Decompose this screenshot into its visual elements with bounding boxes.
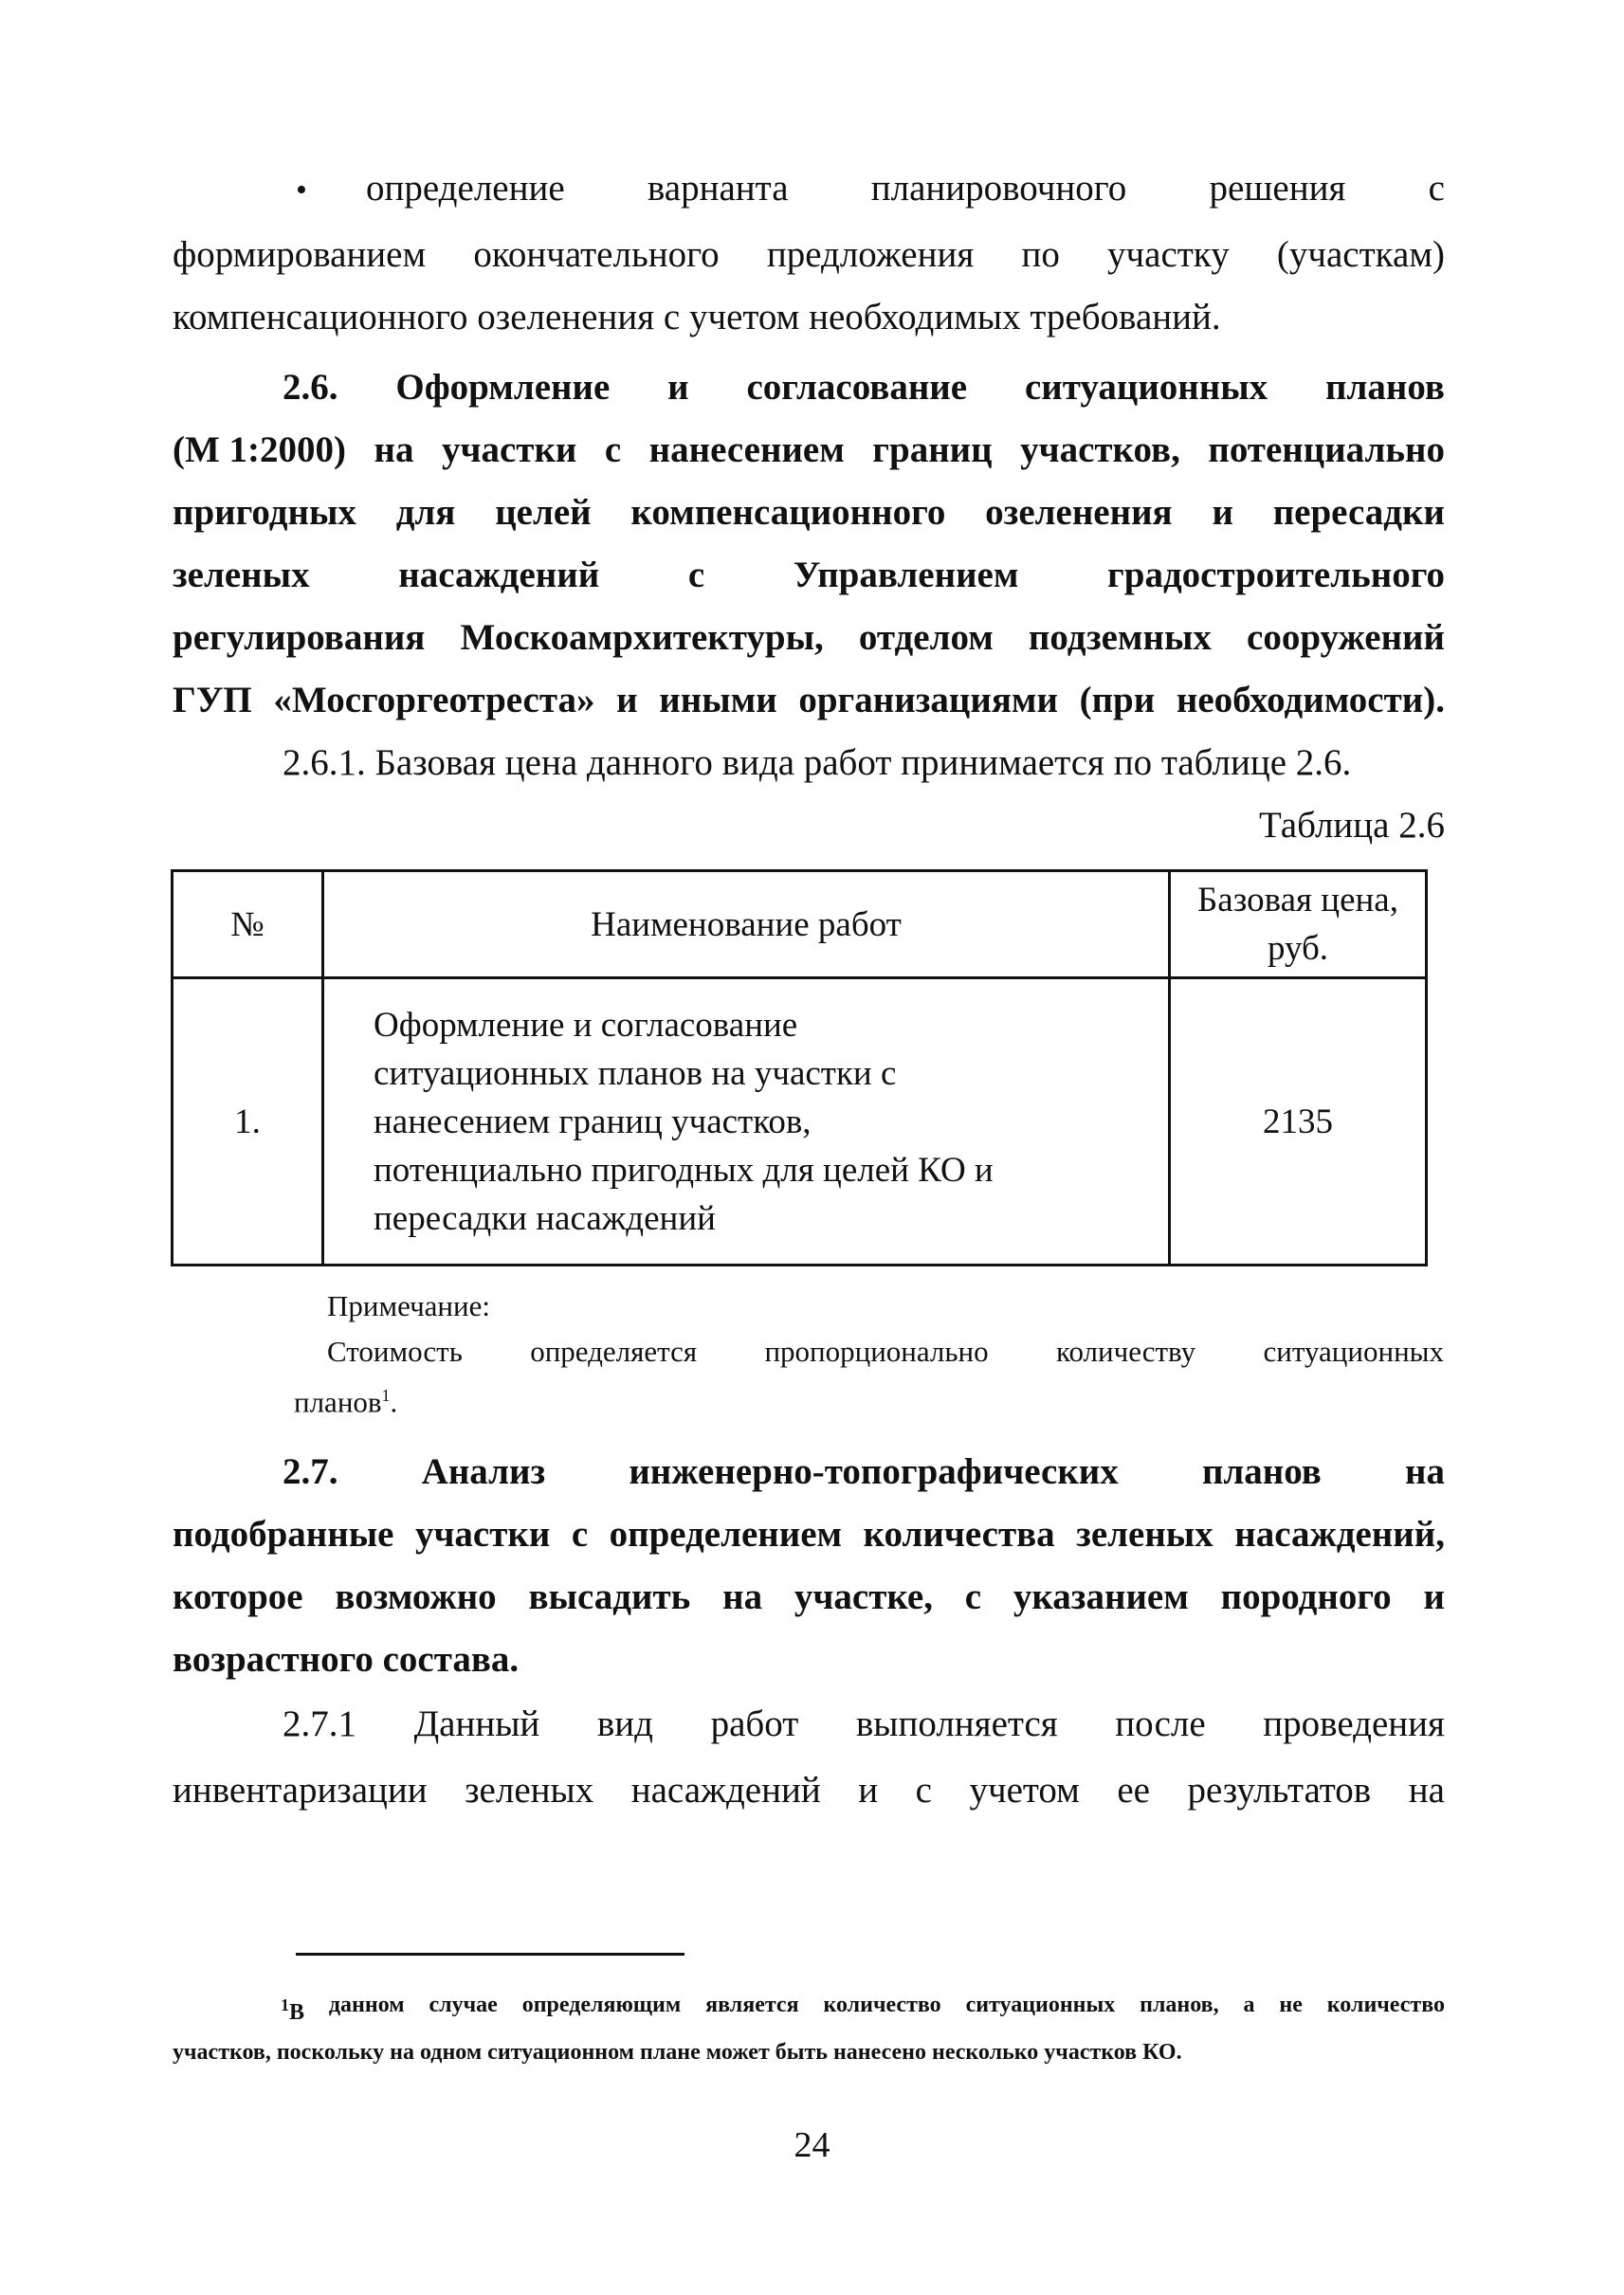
note-period: . [390, 1385, 398, 1419]
word: градостроительного [1107, 555, 1445, 595]
word: с [571, 1514, 589, 1555]
word: согласование [746, 367, 968, 408]
word: проведения [1263, 1703, 1445, 1744]
cell-name-line: нанесением границ участков, [374, 1102, 812, 1141]
word: ее [1117, 1770, 1150, 1811]
word: высадить [528, 1576, 691, 1617]
word: Москоамрхитектуры, [460, 617, 824, 658]
word: компенсационного [630, 492, 946, 533]
word: Анализ [421, 1451, 546, 1492]
word: и [858, 1770, 879, 1811]
word: и [667, 367, 689, 408]
word: количеству [1055, 1335, 1196, 1368]
section-2-6-heading-line-6 [173, 679, 1445, 722]
word: и [616, 680, 638, 720]
word: с [1428, 168, 1445, 209]
footnote-ref: 1 [381, 1386, 391, 1405]
bullet-line-1 [366, 167, 1445, 210]
header-price-line-1: Базовая цена, [1197, 881, 1398, 920]
word: варнанта [647, 168, 789, 209]
word: определяется [530, 1335, 698, 1368]
word: данном [328, 1993, 405, 2017]
word: 2.7.1 [283, 1703, 356, 1744]
word [281, 1991, 304, 2027]
paragraph-2-6-1: 2.6.1. Базовая цена данного вида работ принимается по таблице 2.6. [283, 742, 1352, 783]
section-2-7-heading-line-4: возрастного состава. [173, 1639, 520, 1680]
note-line-1 [327, 1333, 1444, 1371]
word: возможно [335, 1576, 497, 1617]
word: количество [1326, 1993, 1445, 2017]
word: ситуационных [1024, 367, 1268, 408]
word: и [1423, 1576, 1445, 1617]
word: целей [495, 492, 592, 533]
price-table [171, 869, 1428, 1266]
section-2-6-heading-line-4 [173, 554, 1445, 597]
word: регулирования [173, 617, 426, 658]
word: не [1279, 1993, 1303, 2017]
word: с [964, 1576, 982, 1617]
section-2-6-heading-line-1 [283, 366, 1445, 410]
section-2-6-heading-line-5 [173, 616, 1445, 660]
word: окончательного [473, 234, 720, 275]
word: зеленых [1076, 1514, 1213, 1555]
word: Оформление [395, 367, 611, 408]
word: насаждений [398, 555, 600, 595]
word: планировочного [870, 168, 1127, 209]
section-2-7-heading-line-1 [283, 1450, 1445, 1494]
header-num: № [173, 871, 323, 978]
header-price-line-2: руб. [1267, 929, 1329, 968]
word: участку [1107, 234, 1230, 275]
word: подобранные [173, 1514, 394, 1555]
word: (участкам) [1276, 234, 1445, 275]
table-caption: Таблица 2.6 [1258, 805, 1445, 846]
word: В [289, 2000, 305, 2025]
word: которое [173, 1576, 303, 1617]
word: определение [366, 168, 565, 209]
word: по [1021, 234, 1060, 275]
word: для [395, 492, 456, 533]
word: на [1408, 1770, 1445, 1811]
cell-name [323, 978, 1170, 1266]
paragraph-2-7-1-line-1 [283, 1703, 1445, 1746]
word: границ [872, 429, 993, 470]
word: на [374, 429, 414, 470]
word: количество [823, 1993, 941, 2017]
paragraph-2-7-1-line-2 [173, 1769, 1445, 1812]
word: ГУП [173, 680, 252, 720]
word: вид [596, 1703, 654, 1744]
word: решения [1209, 168, 1346, 209]
word: (при [1079, 680, 1156, 720]
word: и [1212, 492, 1233, 533]
word: пригодных [173, 492, 356, 533]
word: является [705, 1993, 799, 2017]
word: иными [659, 680, 777, 720]
cell-num: 1. [173, 978, 323, 1266]
word: с [915, 1770, 932, 1811]
word: с [687, 555, 705, 595]
word: количества [863, 1514, 1055, 1555]
word: породного [1220, 1576, 1392, 1617]
word: насаждений, [1234, 1514, 1445, 1555]
table-row [173, 978, 1427, 1266]
note-line-2 [294, 1376, 397, 1421]
word: планов, [1140, 1993, 1219, 2017]
word: пересадки [1272, 492, 1445, 533]
page-number: 24 [794, 2125, 830, 2165]
word: планов [1201, 1451, 1322, 1492]
word: 2.7. [283, 1451, 338, 1492]
word: пропорционально [764, 1335, 989, 1368]
word: Стоимость [327, 1335, 463, 1368]
word: участке, [794, 1576, 933, 1617]
word: определением [609, 1514, 843, 1555]
word: отделом [858, 617, 994, 658]
word: ситуационных [1263, 1335, 1444, 1368]
note-title: Примечание: [327, 1289, 490, 1322]
word: Данный [413, 1703, 540, 1744]
table-header-row [173, 871, 1427, 978]
section-2-7-heading-line-3 [173, 1576, 1445, 1619]
word: сооружений [1247, 617, 1445, 658]
header-price [1170, 871, 1427, 978]
cell-price: 2135 [1170, 978, 1427, 1266]
word: участков, [1020, 429, 1180, 470]
word: участки [441, 429, 577, 470]
word: «Мосгоргеотреста» [273, 680, 595, 720]
footnote-line-2: участков, поскольку на одном ситуационном плане может быть нанесено несколько участков КО. [173, 2040, 1182, 2065]
cell-name-line: Оформление и согласование [374, 1005, 798, 1045]
word: 2.6. [283, 367, 338, 408]
word: на [722, 1576, 763, 1617]
word: планов [1325, 367, 1445, 408]
cell-name-line: ситуационных планов на участки с [374, 1053, 897, 1093]
footnote-mark: 1 [281, 1995, 289, 2014]
footnote-divider [296, 1953, 684, 1956]
cell-name-line: пересадки насаждений [374, 1198, 716, 1238]
word: с [604, 429, 622, 470]
word: (М 1:2000) [173, 429, 347, 470]
word: подземных [1028, 617, 1212, 658]
word: выполняется [855, 1703, 1058, 1744]
word: потенциально [1208, 429, 1445, 470]
word: Управлением [793, 555, 1019, 595]
bullet-marker: • [296, 173, 307, 208]
word: необходимости). [1176, 680, 1445, 720]
section-2-7-heading-line-2 [173, 1513, 1445, 1557]
word: учетом [969, 1770, 1080, 1811]
section-2-6-heading-line-3 [173, 491, 1445, 535]
word: предложения [766, 234, 975, 275]
word: ситуационных [965, 1993, 1116, 2017]
word: инвентаризации [173, 1770, 428, 1811]
word: инженерно-топографических [629, 1451, 1119, 1492]
word: зеленых [465, 1770, 594, 1811]
word: определяющим [521, 1993, 682, 2017]
header-name: Наименование работ [323, 871, 1170, 978]
bullet-line-3: компенсационного озеленения с учетом необходимых требований. [173, 297, 1221, 337]
note-text: планов [294, 1385, 382, 1419]
word: работ [710, 1703, 799, 1744]
section-2-6-heading-line-2 [173, 428, 1445, 472]
bullet-line-2 [173, 233, 1445, 277]
word: указанием [1013, 1576, 1189, 1617]
word: результатов [1187, 1770, 1372, 1811]
word: участки [414, 1514, 551, 1555]
word: организациями [798, 680, 1058, 720]
word: формированием [173, 234, 427, 275]
cell-name-line: потенциально пригодных для целей КО и [374, 1150, 994, 1190]
word: случае [429, 1993, 498, 2017]
word: нанесением [648, 429, 845, 470]
word: на [1405, 1451, 1445, 1492]
footnote-line-1 [281, 1991, 1445, 2027]
word: зеленых [173, 555, 310, 595]
word: а [1243, 1993, 1255, 2017]
word: насаждений [630, 1770, 821, 1811]
word: озеленения [985, 492, 1173, 533]
word: после [1115, 1703, 1206, 1744]
